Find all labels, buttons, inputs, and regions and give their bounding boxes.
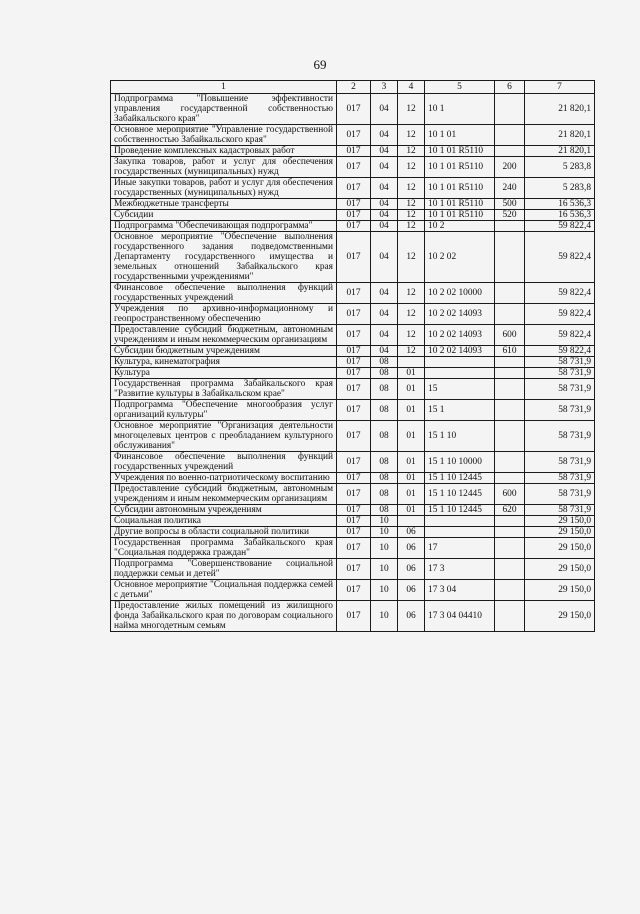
row-target-article: 10 1 01 R5110 [425,199,495,210]
row-podrazdel: 06 [398,527,425,538]
row-name: Другие вопросы в области социальной политики [111,527,337,538]
row-razdel: 04 [371,199,398,210]
table-row [111,484,595,505]
row-razdel: 08 [371,357,398,368]
row-sum: 16 536,3 [525,210,595,221]
row-expense-type [495,421,525,452]
row-expense-type [495,452,525,473]
row-glava: 017 [337,125,371,146]
row-sum: 29 150,0 [525,580,595,601]
row-razdel: 08 [371,452,398,473]
row-name: Основное мероприятие "Управление государственной собственностью Забайкальского края" [111,125,337,146]
row-glava: 017 [337,94,371,125]
row-podrazdel: 12 [398,325,425,346]
row-name: Культура [111,368,337,379]
table-row [111,157,595,178]
row-expense-type [495,538,525,559]
table-row [111,452,595,473]
row-expense-type: 600 [495,484,525,505]
row-expense-type [495,357,525,368]
row-glava: 017 [337,157,371,178]
row-podrazdel: 12 [398,221,425,232]
row-expense-type [495,283,525,304]
row-glava: 017 [337,559,371,580]
budget-table [110,80,595,632]
row-podrazdel [398,516,425,527]
row-name: Закупка товаров, работ и услуг для обеспечения государственных (муниципальных) нужд [111,157,337,178]
table-header-row [111,81,595,94]
row-target-article: 17 [425,538,495,559]
row-target-article [425,357,495,368]
row-razdel: 10 [371,516,398,527]
row-razdel: 04 [371,146,398,157]
row-expense-type [495,559,525,580]
row-podrazdel: 06 [398,538,425,559]
row-name: Подпрограмма "Совершенствование социальной поддержки семьи и детей" [111,559,337,580]
row-glava: 017 [337,199,371,210]
row-glava: 017 [337,527,371,538]
row-razdel: 04 [371,157,398,178]
row-sum: 16 536,3 [525,199,595,210]
row-target-article [425,527,495,538]
row-glava: 017 [337,283,371,304]
row-target-article: 15 1 10 [425,421,495,452]
row-target-article [425,368,495,379]
row-expense-type: 500 [495,199,525,210]
row-expense-type [495,125,525,146]
row-expense-type [495,379,525,400]
row-glava: 017 [337,601,371,632]
row-expense-type [495,601,525,632]
row-name: Культура, кинематография [111,357,337,368]
row-razdel: 04 [371,325,398,346]
row-sum: 58 731,9 [525,473,595,484]
row-razdel: 04 [371,210,398,221]
row-name: Подпрограмма "Обеспечение многообразия услуг организаций культуры" [111,400,337,421]
row-expense-type [495,94,525,125]
row-razdel: 08 [371,484,398,505]
row-glava: 017 [337,516,371,527]
row-glava: 017 [337,538,371,559]
row-sum: 29 150,0 [525,538,595,559]
row-podrazdel: 01 [398,421,425,452]
row-podrazdel: 01 [398,368,425,379]
row-razdel: 04 [371,283,398,304]
row-glava: 017 [337,421,371,452]
row-glava: 017 [337,325,371,346]
row-podrazdel: 12 [398,94,425,125]
row-target-article: 15 1 [425,400,495,421]
row-name: Субсидии [111,210,337,221]
table-row [111,473,595,484]
row-target-article: 15 1 10 12445 [425,505,495,516]
row-sum: 59 822,4 [525,346,595,357]
row-sum: 59 822,4 [525,232,595,283]
table-row [111,94,595,125]
row-razdel: 10 [371,559,398,580]
row-name: Основное мероприятие "Обеспечение выполнения государственного задания подведомственными Департаменту государственного имущества и земельных отношений Забайкальского края государственными учреждениями" [111,232,337,283]
row-glava: 017 [337,232,371,283]
row-expense-type [495,473,525,484]
table-row [111,346,595,357]
row-glava: 017 [337,473,371,484]
row-target-article: 15 1 10 12445 [425,484,495,505]
row-sum: 21 820,1 [525,125,595,146]
row-podrazdel: 12 [398,346,425,357]
row-name: Учреждения по военно-патриотическому воспитанию [111,473,337,484]
row-glava: 017 [337,379,371,400]
row-target-article: 10 2 02 14093 [425,325,495,346]
table-row [111,505,595,516]
row-razdel: 04 [371,94,398,125]
row-razdel: 04 [371,346,398,357]
row-sum: 58 731,9 [525,421,595,452]
row-glava: 017 [337,368,371,379]
row-name: Учреждения по архивно-информационному и геопространственному обеспечению [111,304,337,325]
row-target-article: 17 3 04 [425,580,495,601]
row-name: Социальная политика [111,516,337,527]
row-name: Предоставление жилых помещений из жилищного фонда Забайкальского края по договорам социального найма многодетным семьям [111,601,337,632]
row-razdel: 08 [371,473,398,484]
row-name: Предоставление субсидий бюджетным, автономным учреждениям и иным некоммерческим организациям [111,325,337,346]
row-podrazdel: 01 [398,452,425,473]
row-sum: 58 731,9 [525,400,595,421]
row-name: Основное мероприятие "Социальная поддержка семей с детьми" [111,580,337,601]
row-sum: 29 150,0 [525,527,595,538]
row-podrazdel: 06 [398,601,425,632]
row-sum: 59 822,4 [525,304,595,325]
row-sum: 58 731,9 [525,357,595,368]
row-razdel: 08 [371,505,398,516]
row-target-article: 10 2 [425,221,495,232]
row-glava: 017 [337,210,371,221]
row-sum: 58 731,9 [525,452,595,473]
row-razdel: 08 [371,368,398,379]
row-name: Иные закупки товаров, работ и услуг для обеспечения государственных (муниципальных) нужд [111,178,337,199]
row-expense-type [495,304,525,325]
row-sum: 29 150,0 [525,601,595,632]
row-name: Государственная программа Забайкальского края "Социальная поддержка граждан" [111,538,337,559]
row-glava: 017 [337,146,371,157]
table-row [111,400,595,421]
row-podrazdel: 12 [398,178,425,199]
row-sum: 29 150,0 [525,559,595,580]
row-glava: 017 [337,484,371,505]
row-podrazdel: 01 [398,379,425,400]
row-podrazdel: 01 [398,400,425,421]
row-name: Субсидии автономным учреждениям [111,505,337,516]
row-podrazdel: 01 [398,473,425,484]
row-podrazdel: 12 [398,210,425,221]
header-col-2: 2 [337,81,371,94]
row-expense-type: 200 [495,157,525,178]
row-podrazdel: 12 [398,232,425,283]
table-row [111,580,595,601]
row-glava: 017 [337,178,371,199]
row-podrazdel: 12 [398,157,425,178]
row-name: Проведение комплексных кадастровых работ [111,146,337,157]
row-sum: 59 822,4 [525,325,595,346]
row-name: Субсидии бюджетным учреждениям [111,346,337,357]
header-col-7: 7 [525,81,595,94]
table-row [111,232,595,283]
table-row [111,325,595,346]
table-row [111,559,595,580]
row-podrazdel [398,357,425,368]
row-podrazdel: 01 [398,505,425,516]
row-target-article: 10 1 01 R5110 [425,146,495,157]
row-name: Финансовое обеспечение выполнения функций государственных учреждений [111,283,337,304]
row-glava: 017 [337,580,371,601]
row-razdel: 10 [371,527,398,538]
row-expense-type: 620 [495,505,525,516]
row-razdel: 04 [371,125,398,146]
row-expense-type [495,146,525,157]
row-expense-type [495,232,525,283]
row-razdel: 10 [371,580,398,601]
row-target-article: 10 1 01 [425,125,495,146]
row-target-article: 17 3 [425,559,495,580]
row-glava: 017 [337,505,371,516]
row-sum: 59 822,4 [525,283,595,304]
row-expense-type [495,400,525,421]
row-sum: 59 822,4 [525,221,595,232]
table-row [111,601,595,632]
row-razdel: 04 [371,178,398,199]
table-row [111,357,595,368]
table-row [111,283,595,304]
row-razdel: 08 [371,421,398,452]
header-col-3: 3 [371,81,398,94]
page-number: 69 [313,57,327,72]
table-row [111,304,595,325]
row-glava: 017 [337,304,371,325]
row-name: Финансовое обеспечение выполнения функций государственных учреждений [111,452,337,473]
row-expense-type: 240 [495,178,525,199]
row-expense-type: 520 [495,210,525,221]
table-row [111,221,595,232]
table-row [111,368,595,379]
row-glava: 017 [337,346,371,357]
row-sum: 58 731,9 [525,505,595,516]
row-podrazdel: 12 [398,283,425,304]
row-glava: 017 [337,221,371,232]
row-glava: 017 [337,357,371,368]
table-row [111,210,595,221]
row-glava: 017 [337,452,371,473]
row-target-article: 10 2 02 10000 [425,283,495,304]
table-row [111,538,595,559]
row-expense-type [495,221,525,232]
row-expense-type [495,527,525,538]
row-target-article: 10 1 01 R5110 [425,210,495,221]
row-name: Предоставление субсидий бюджетным, автономным учреждениям и иным некоммерческим организациям [111,484,337,505]
header-col-6: 6 [495,81,525,94]
row-target-article: 10 2 02 14093 [425,346,495,357]
row-razdel: 04 [371,304,398,325]
row-sum: 58 731,9 [525,379,595,400]
row-target-article: 10 2 02 [425,232,495,283]
row-sum: 5 283,8 [525,157,595,178]
row-podrazdel: 12 [398,146,425,157]
row-expense-type: 610 [495,346,525,357]
row-target-article: 10 1 01 R5110 [425,157,495,178]
row-target-article: 10 2 02 14093 [425,304,495,325]
row-podrazdel: 01 [398,484,425,505]
row-podrazdel: 12 [398,199,425,210]
table-row [111,199,595,210]
row-sum: 21 820,1 [525,94,595,125]
row-razdel: 10 [371,601,398,632]
table-row [111,379,595,400]
row-podrazdel: 06 [398,559,425,580]
table-body [111,94,595,632]
table-row [111,146,595,157]
row-expense-type [495,516,525,527]
row-target-article: 15 1 10 12445 [425,473,495,484]
row-podrazdel: 12 [398,304,425,325]
row-podrazdel: 06 [398,580,425,601]
row-razdel: 08 [371,379,398,400]
row-glava: 017 [337,400,371,421]
row-expense-type [495,580,525,601]
table-row [111,125,595,146]
table-row [111,527,595,538]
row-name: Основное мероприятие "Организация деятельности многоцелевых центров с преобладанием культурного обслуживания" [111,421,337,452]
table-row [111,178,595,199]
table-row [111,421,595,452]
row-razdel: 08 [371,400,398,421]
row-sum: 58 731,9 [525,368,595,379]
row-razdel: 04 [371,221,398,232]
row-target-article: 15 1 10 10000 [425,452,495,473]
row-target-article [425,516,495,527]
row-sum: 29 150,0 [525,516,595,527]
header-col-4: 4 [398,81,425,94]
row-name: Государственная программа Забайкальского края "Развитие культуры в Забайкальском крае" [111,379,337,400]
row-razdel: 10 [371,538,398,559]
header-col-1: 1 [111,81,337,94]
row-name: Межбюджетные трансферты [111,199,337,210]
row-expense-type: 600 [495,325,525,346]
row-razdel: 04 [371,232,398,283]
row-name: Подпрограмма "Обеспечивающая подпрограмма" [111,221,337,232]
row-target-article: 10 1 [425,94,495,125]
row-name: Подпрограмма "Повышение эффективности управления государственной собственностью Забайкальского края" [111,94,337,125]
row-sum: 21 820,1 [525,146,595,157]
row-target-article: 17 3 04 04410 [425,601,495,632]
row-expense-type [495,368,525,379]
row-target-article: 10 1 01 R5110 [425,178,495,199]
row-podrazdel: 12 [398,125,425,146]
table-row [111,516,595,527]
header-col-5: 5 [425,81,495,94]
row-sum: 5 283,8 [525,178,595,199]
row-target-article: 15 [425,379,495,400]
row-sum: 58 731,9 [525,484,595,505]
